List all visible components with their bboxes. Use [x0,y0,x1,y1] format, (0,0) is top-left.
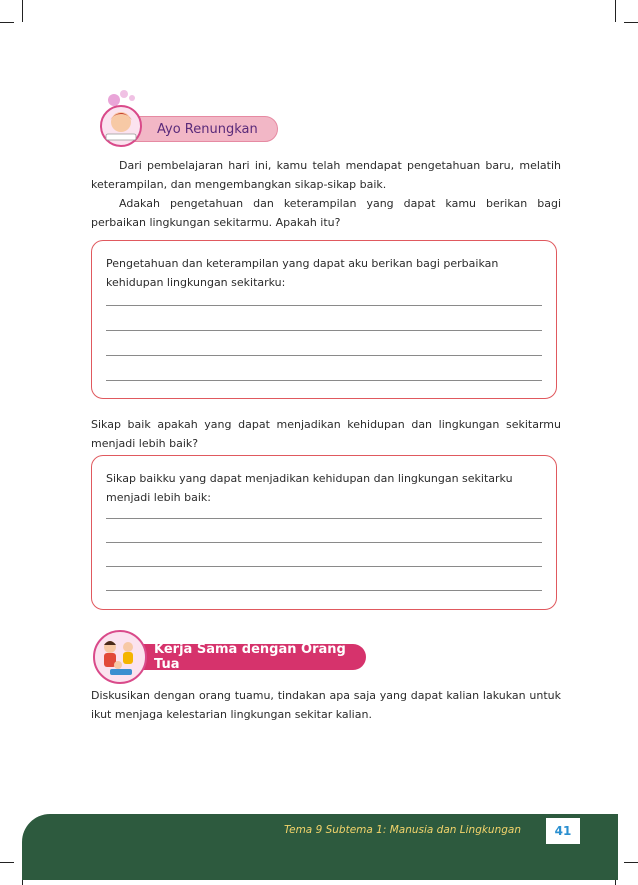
kerja-sama-header [90,625,380,685]
answer-line[interactable] [106,566,542,567]
crop-mark [0,22,14,23]
crop-mark [22,0,23,22]
reflecting-girl-icon [90,88,152,150]
intro-text-2: Adakah pengetahuan dan keterampilan yang dapat kamu berikan bagi perbaikan lingkungan sekitarmu. Apakah itu? [91,197,561,229]
footer-theme: Tema 9 Subtema 1: Manusia dan Lingkungan [284,824,521,836]
question-2: Sikap baik apakah yang dapat menjadikan kehidupan dan lingkungan sekitarmu menjadi lebih baik? [91,418,561,450]
section-title: Kerja Sama dengan Orang Tua [154,642,346,672]
section-title-badge [130,116,278,142]
answer-line[interactable] [106,518,542,519]
intro-paragraph [91,156,561,232]
section-title: Ayo Renungkan [157,121,258,137]
crop-mark [624,862,638,863]
ayo-renungkan-header [90,88,290,148]
answer-line[interactable] [106,330,542,331]
answer-line[interactable] [106,305,542,306]
box-prompt: Sikap baikku yang dapat menjadikan kehidupan dan lingkungan sekitarku menjadi lebih baik: [106,472,513,504]
answer-line[interactable] [106,542,542,543]
family-icon [90,625,150,685]
answer-line[interactable] [106,380,542,381]
answer-box-1 [91,240,557,399]
crop-mark [624,22,638,23]
answer-line[interactable] [106,590,542,591]
crop-mark [0,862,14,863]
section-title-badge [130,644,366,670]
page-number: 41 [546,818,580,844]
answer-line[interactable] [106,355,542,356]
box-prompt: Pengetahuan dan keterampilan yang dapat aku berikan bagi perbaikan kehidupan lingkungan sekitarku: [106,257,499,289]
discussion-text: Diskusikan dengan orang tuamu, tindakan apa saja yang dapat kalian lakukan untuk ikut menjaga kelestarian lingkungan sekitar kalian. [91,689,561,721]
crop-mark [615,0,616,22]
answer-box-2 [91,455,557,610]
intro-text-1: Dari pembelajaran hari ini, kamu telah mendapat pengetahuan baru, melatih keterampilan, dan mengembangkan sikap-sikap baik. [91,159,561,191]
